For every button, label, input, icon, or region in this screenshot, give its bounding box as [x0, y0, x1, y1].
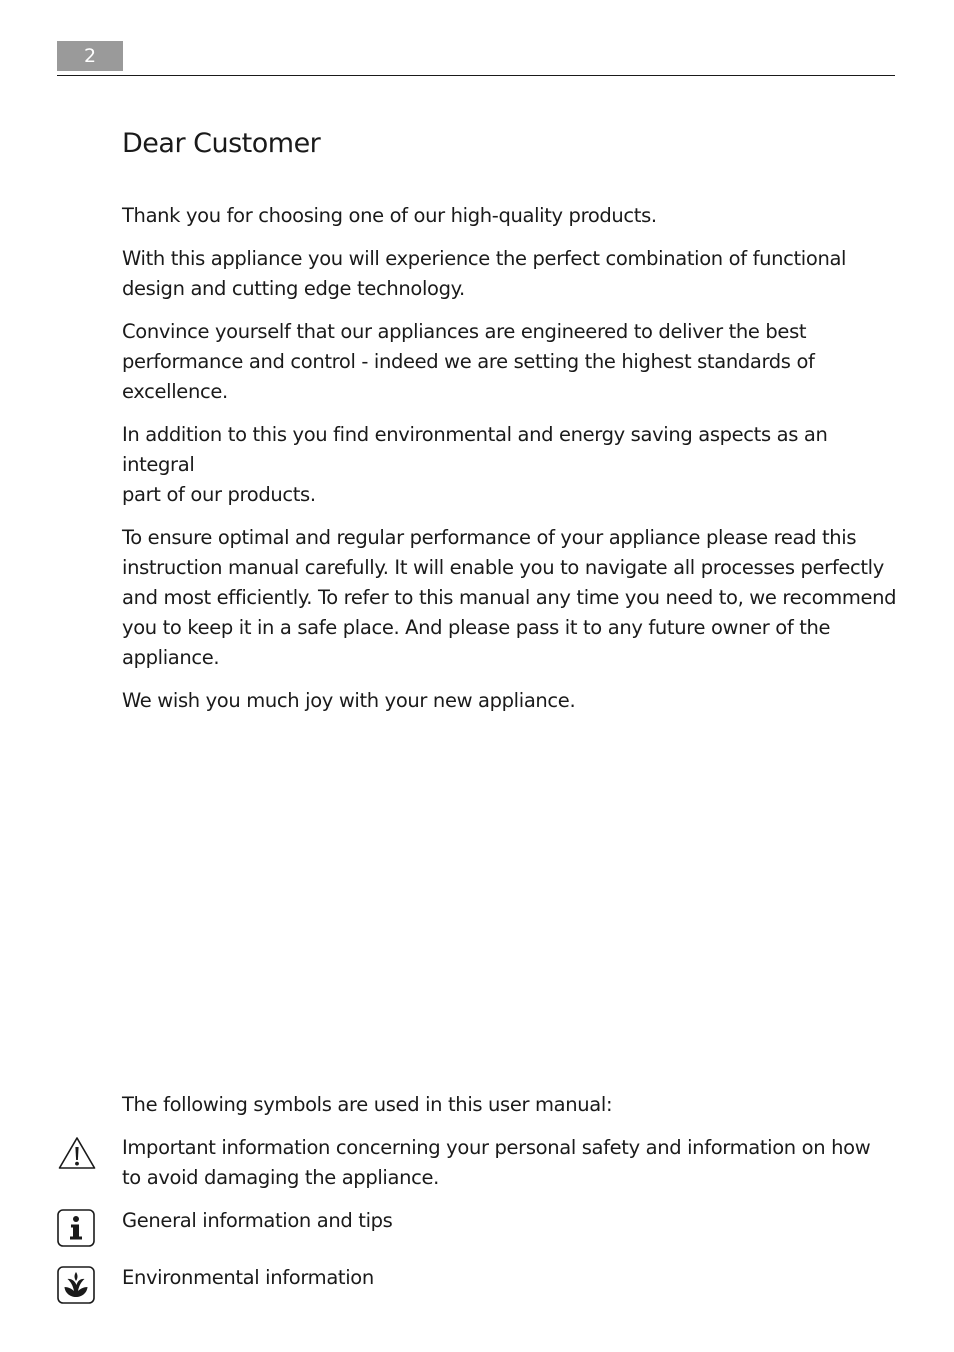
page-number: 2	[57, 41, 123, 71]
paragraph: Convince yourself that our appliances are engineered to deliver the best performance and control - indeed we are setting the highest standards of excellence.	[122, 320, 815, 403]
paragraph: With this appliance you will experience the perfect combination of functional design and cutting edge technology.	[122, 247, 847, 300]
paragraph: We wish you much joy with your new appliance.	[122, 689, 576, 712]
symbol-text: Environmental information	[122, 1266, 374, 1289]
page-title: Dear Customer	[122, 128, 321, 159]
symbol-text: Important information concerning your personal safety and information on how to avoid damaging the appliance.	[122, 1136, 871, 1189]
warning-triangle-icon	[57, 1135, 97, 1175]
symbol-text: General information and tips	[122, 1209, 393, 1232]
paragraph: In addition to this you find environmental and energy saving aspects as an integral part of our products.	[122, 423, 828, 506]
paragraph: To ensure optimal and regular performance of your appliance please read this instruction manual carefully. It will enable you to navigate all processes perfectly and most efficiently. To refer to this manual any time you need to, we recommend you to keep it in a safe place. And please pass it to any future owner of the appliance.	[122, 526, 897, 669]
symbols-intro: The following symbols are used in this user manual:	[122, 1093, 613, 1116]
header-rule	[57, 75, 895, 76]
environment-icon	[57, 1266, 95, 1308]
paragraph: Thank you for choosing one of our high-quality products.	[122, 204, 657, 227]
letter-body	[122, 201, 902, 729]
info-icon	[57, 1209, 95, 1251]
